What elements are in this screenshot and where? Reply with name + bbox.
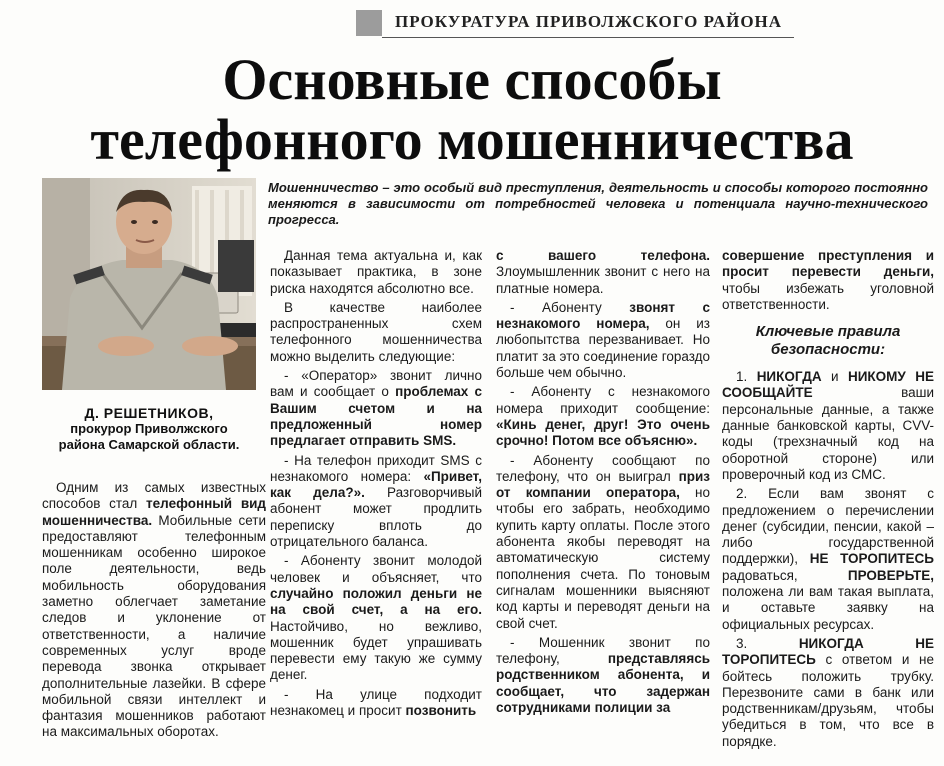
column-3 <box>496 248 710 719</box>
text-span: 3. <box>736 635 799 651</box>
bold-text: звонят с незнакомого номера, <box>496 299 711 332</box>
paragraph <box>722 248 934 313</box>
text-span: - На улице подходит незнакомец и просит <box>270 686 482 719</box>
rubric-title: ПРОКУРАТУРА ПРИВОЛЖСКОГО РАЙОНА <box>395 12 783 31</box>
rule-item <box>722 369 934 483</box>
paragraph <box>270 453 482 551</box>
bold-text: НИКОГДА НЕ ТОРОПИТЕСЬ <box>722 635 934 668</box>
paragraph <box>496 248 710 297</box>
text-span: Настойчиво, но вежливо, мошенник будет упрашивать перевести ему такую же сумму денег. <box>270 618 482 683</box>
rubric-underline <box>382 37 794 38</box>
text-span: - Мошенник звонит по телефону, <box>496 634 710 667</box>
article-headline <box>0 47 944 172</box>
text-span: - На телефон приходит SMS с незнакомого номера: <box>270 452 482 484</box>
text-span: 1. <box>736 369 757 385</box>
bold-text: НЕ ТОРОПИТЕСЬ <box>809 551 934 567</box>
text-span: положена ли вам такая выплата, и оставьте заявку на официальных ресурсах. <box>722 584 934 632</box>
bold-text: телефонный вид мошенничества. <box>42 496 266 528</box>
text-span: и <box>821 369 848 385</box>
rubric-marker <box>356 10 382 36</box>
text-span: Злоумышленник звонит с него на платные номера. <box>496 264 710 296</box>
paragraph <box>496 384 710 449</box>
text-span: - Абоненту звонит молодой человек и объясняет, что <box>270 553 482 585</box>
paragraph <box>270 687 482 720</box>
bold-text: проблемах с Вашим счетом и на предложенный номер предлагает отправить SMS. <box>270 384 483 449</box>
author-name: Д. РЕШЕТНИКОВ, <box>84 405 214 421</box>
headline-line-1: Основные способы <box>222 47 722 112</box>
bold-text: случайно положил деньги не на свой счет, а на его. <box>270 585 482 618</box>
paragraph <box>270 553 482 683</box>
text-span: он из любопытства перезванивает. Но платит за это соединение гораздо больше чем обычно. <box>496 316 710 381</box>
bold-text: позвонить <box>405 703 477 719</box>
text-span: Разговорчивый абонент может продлить переписку вплоть до отрицательного баланса. <box>270 485 482 550</box>
rule-item <box>722 636 934 750</box>
author-position-line-2: района Самарской области. <box>58 437 240 452</box>
safety-rules-heading: Ключевые правила безопасности: <box>755 323 901 359</box>
column-4 <box>722 248 934 753</box>
bold-text: НИКОГДА <box>756 369 822 385</box>
bold-text: с вашего телефона. <box>496 248 710 263</box>
text-span: - «Оператор» звонит лично вам и сообщает о <box>270 368 482 400</box>
bold-text: НИКОМУ НЕ СООБЩАЙТЕ <box>722 369 935 401</box>
paragraph <box>496 453 710 632</box>
rule-item <box>722 486 934 633</box>
bold-text: приз от компании оператора, <box>496 468 710 501</box>
author-position-line-1: прокурор Приволжского <box>70 421 228 436</box>
bold-text: представляясь родственником абонента, и сообщает, что задержан сотрудниками полиции за <box>496 651 710 716</box>
paragraph <box>42 480 266 741</box>
text-span: 2. Если вам звонят с предложением о перечислении денег (субсидии, пенсии, какой – либо государственной поддержки), <box>722 486 934 567</box>
column-2 <box>270 248 482 722</box>
text-span: - Абоненту с незнакомого номера приходит сообщение: <box>496 384 710 416</box>
author-photo <box>42 178 256 390</box>
paragraph: В качестве наиболее распространенных схем телефонного мошенничества можно выделить следующие: <box>270 299 482 364</box>
bold-text: «Кинь денег, друг! Это очень срочно! Потом все объясню». <box>496 416 710 449</box>
text-span: - Абоненту сообщают по телефону, что он выиграл <box>496 452 710 484</box>
text-span: - Абоненту <box>510 299 630 315</box>
text-span: радоваться, <box>722 567 848 583</box>
article-lead: Мошенничество – это особый вид преступления, деятельность и способы которого постоянно меняются в зависимости от потребностей человека и потенциала научно-технического прогресса. <box>268 180 928 227</box>
paragraph <box>270 368 482 449</box>
paragraph <box>496 300 710 381</box>
text-span: чтобы избежать уголовной ответственности. <box>722 280 934 312</box>
bold-text: совершение преступления и просит перевести деньги, <box>722 248 934 280</box>
text-span: ваши персональные данные, а также данные банковской карты, CVV-коды (трехзначный код на оборотной стороне) или проверочный код из СМС. <box>722 385 934 482</box>
headline-line-2: телефонного мошенничества <box>90 107 854 172</box>
bold-text: «Привет, как дела?». <box>270 468 482 501</box>
author-caption <box>30 405 268 453</box>
author-photo-image <box>42 178 256 390</box>
text-span: с ответом и не бойтесь положить трубку. Перезвоните сами в банк или родственникам/друзьям, чтобы убедиться в том, что все в порядке. <box>722 652 934 749</box>
bold-text: ПРОВЕРЬТЕ, <box>847 567 934 583</box>
text-span: но чтобы его забрать, необходимо купить карту оплаты. После этого абонента якобы переводят на автоматическую систему пополнения счета. По тоновым сигналам мошенники выясняют код карты и переводят деньги на свой счет. <box>496 485 710 631</box>
text-span: Мобильные сети предоставляют телефонным мошенникам особенно широкое поле деятельности, ведь мобильность оборудования заметно облегчает заметание следов и уклонение от ответственности, а наличие современных услуг вроде перевода звонка открывает дополнительные лазейки. В сфере мобильной связи интеллект и фантазия мошенников работают на максимальных оборотах. <box>42 512 266 740</box>
paragraph: Данная тема актуальна и, как показывает практика, в зоне риска находятся абсолютно все. <box>270 248 482 296</box>
paragraph <box>496 635 710 716</box>
text-span: Одним из самых известных способов стал <box>42 480 266 512</box>
column-1 <box>42 480 266 744</box>
